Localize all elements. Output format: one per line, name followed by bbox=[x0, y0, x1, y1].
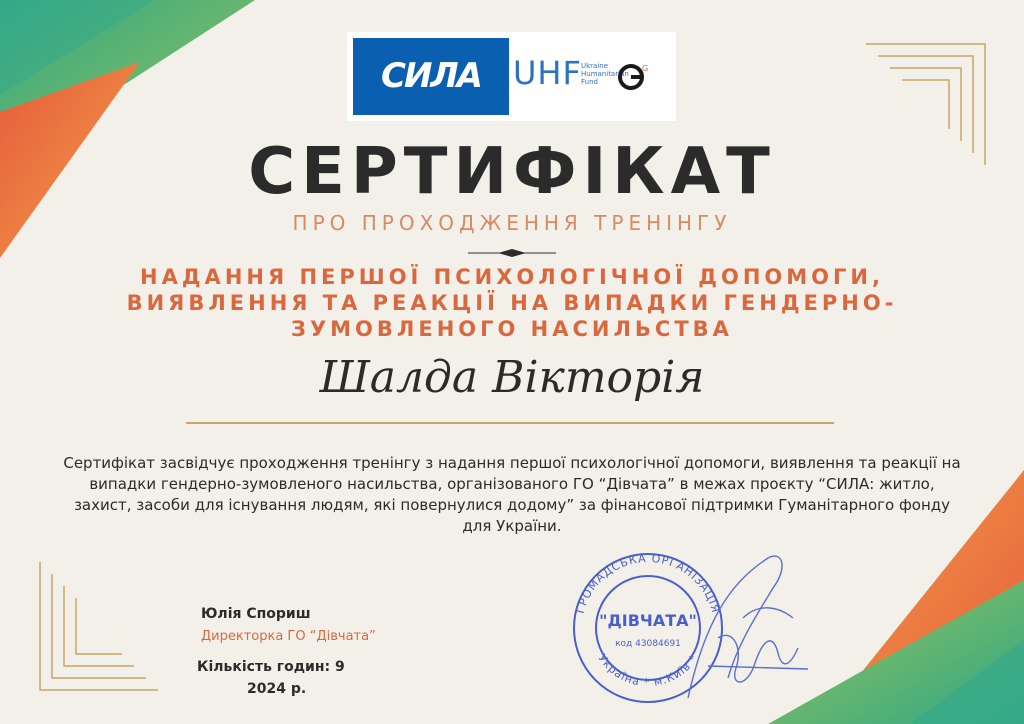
stamp-code: код 43084691 bbox=[615, 639, 681, 649]
certificate-body: Сертифікат засвідчує проходження тренінгу з надання першої психологічної допомоги, виявлення та реакції на випадки гендерно-зумовленого насильства, організованого ГО “Дівчата” в межах проєкту “СИЛА: житло, захист, засоби для існування людям, які повернулися додому” за фінансової підтримки Гуманітарного фонду для України. bbox=[63, 454, 961, 535]
g-logo-mark: G bbox=[642, 64, 649, 73]
stamp-bottom-text: Україна * м.Київ * bbox=[595, 651, 701, 690]
training-hours: Кількість годин: 9 bbox=[197, 659, 345, 675]
uhf-sub-line: Humanitarian bbox=[581, 70, 629, 78]
handwritten-signature bbox=[688, 556, 808, 698]
certificate-subtitle: ПРО ПРОХОДЖЕННЯ ТРЕНІНГУ bbox=[292, 211, 732, 235]
ornament-divider bbox=[468, 248, 556, 258]
svg-text:ГРОМАДСЬКА ОРГАНІЗАЦІЯ bbox=[574, 552, 723, 615]
sponsor-logo bbox=[347, 32, 676, 121]
gold-lines-bottom-left bbox=[40, 562, 158, 690]
signer-name: Юлія Спориш bbox=[201, 606, 311, 622]
certificate-year: 2024 р. bbox=[247, 681, 307, 697]
sila-logo: СИЛА bbox=[353, 38, 509, 115]
stamp-center-text: "ДІВЧАТА" bbox=[599, 611, 697, 630]
uhf-sub-line: Fund bbox=[581, 78, 598, 86]
divchata-g-logo bbox=[619, 62, 647, 92]
recipient-underline bbox=[186, 422, 834, 424]
uhf-logo: UHF bbox=[513, 54, 582, 92]
svg-text:Україна * м.Київ * bbox=[596, 652, 701, 689]
organization-stamp bbox=[568, 548, 818, 708]
stamp-outer-text: ГРОМАДСЬКА ОРГАНІЗАЦІЯ bbox=[573, 551, 723, 615]
recipient-name: Шалда Вікторія bbox=[319, 352, 705, 403]
certificate-title: СЕРТИФІКАТ bbox=[248, 135, 776, 209]
training-title: НАДАННЯ ПЕРШОЇ ПСИХОЛОГІЧНОЇ ДОПОМОГИ, ВИЯВЛЕННЯ ТА РЕАКЦІЇ НА ВИПАДКИ ГЕНДЕРНО-ЗУМОВЛЕНОГО НАСИЛЬСТВА bbox=[126, 265, 898, 341]
signer-role: Директорка ГО “Дівчата” bbox=[201, 629, 376, 644]
uhf-sub-line: Ukraine bbox=[581, 62, 609, 70]
